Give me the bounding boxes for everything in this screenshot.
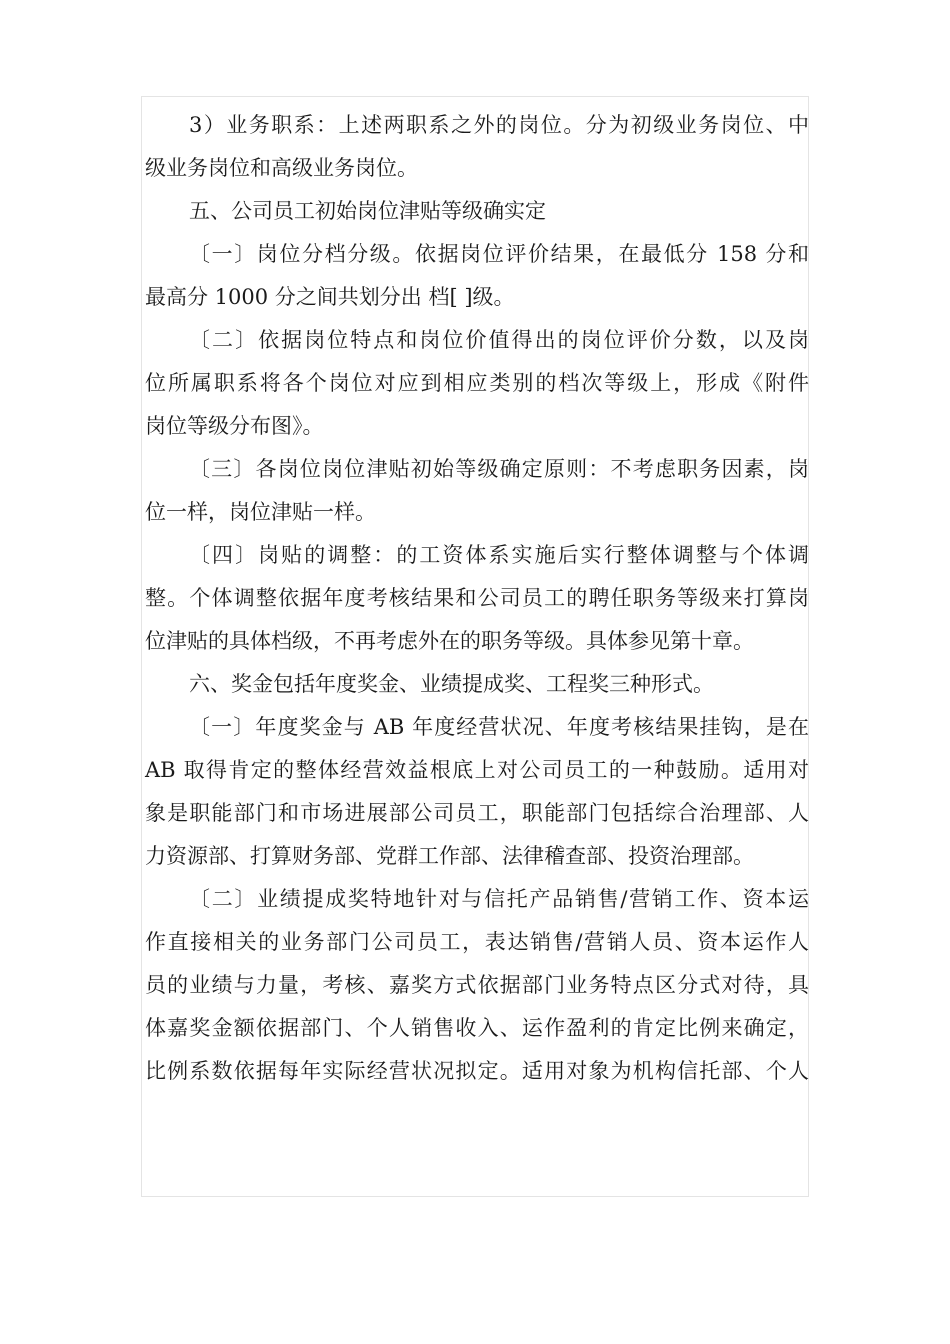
text-line: 〔四〕岗贴的调整：的工资体系实施后实行整体调整与个体调 [189,543,809,567]
text-line: 比例系数依据每年实际经营状况拟定。适用对象为机构信托部、个人 [145,1059,809,1083]
text-line: 〔一〕岗位分档分级。依据岗位评价结果，在最低分 158 分和 [189,242,809,266]
text-line: 〔二〕业绩提成奖特地针对与信托产品销售/营销工作、资本运 [189,887,809,911]
text-line: 〔三〕各岗位岗位津贴初始等级确定原则：不考虑职务因素，岗 [189,457,809,481]
section-heading: 五、公司员工初始岗位津贴等级确实定 [189,199,546,223]
text-line: 岗位等级分布图》。 [145,414,324,438]
text-line: 力资源部、打算财务部、党群工作部、法律稽查部、投资治理部。 [145,844,754,868]
text-line: 员的业绩与力量，考核、嘉奖方式依据部门业务特点区分式对待，具 [145,973,809,997]
text-line: 级业务岗位和高级业务岗位。 [145,156,418,180]
text-line: 〔一〕年度奖金与 AB 年度经营状况、年度考核结果挂钩，是在 [189,715,809,739]
text-line: 作直接相关的业务部门公司员工，表达销售/营销人员、资本运作人 [145,930,809,954]
text-line: AB 取得肯定的整体经营效益根底上对公司员工的一种鼓励。适用对 [145,758,809,782]
text-line: 3）业务职系：上述两职系之外的岗位。分为初级业务岗位、中 [189,113,809,137]
text-line: 位所属职系将各个岗位对应到相应类别的档次等级上，形成《附件 [145,371,809,395]
text-line: 〔二〕依据岗位特点和岗位价值得出的岗位评价分数，以及岗 [189,328,809,352]
text-line: 位一样，岗位津贴一样。 [145,500,376,524]
section-heading: 六、奖金包括年度奖金、业绩提成奖、工程奖三种形式。 [189,672,714,696]
text-line: 最高分 1000 分之间共划分出 档[ ]级。 [145,285,515,309]
text-line: 体嘉奖金额依据部门、个人销售收入、运作盈利的肯定比例来确定， [145,1016,809,1040]
text-line: 整。个体调整依据年度考核结果和公司员工的聘任职务等级来打算岗 [145,586,809,610]
text-line: 象是职能部门和市场进展部公司员工，职能部门包括综合治理部、人 [145,801,809,825]
text-line: 位津贴的具体档级，不再考虑外在的职务等级。具体参见第十章。 [145,629,754,653]
